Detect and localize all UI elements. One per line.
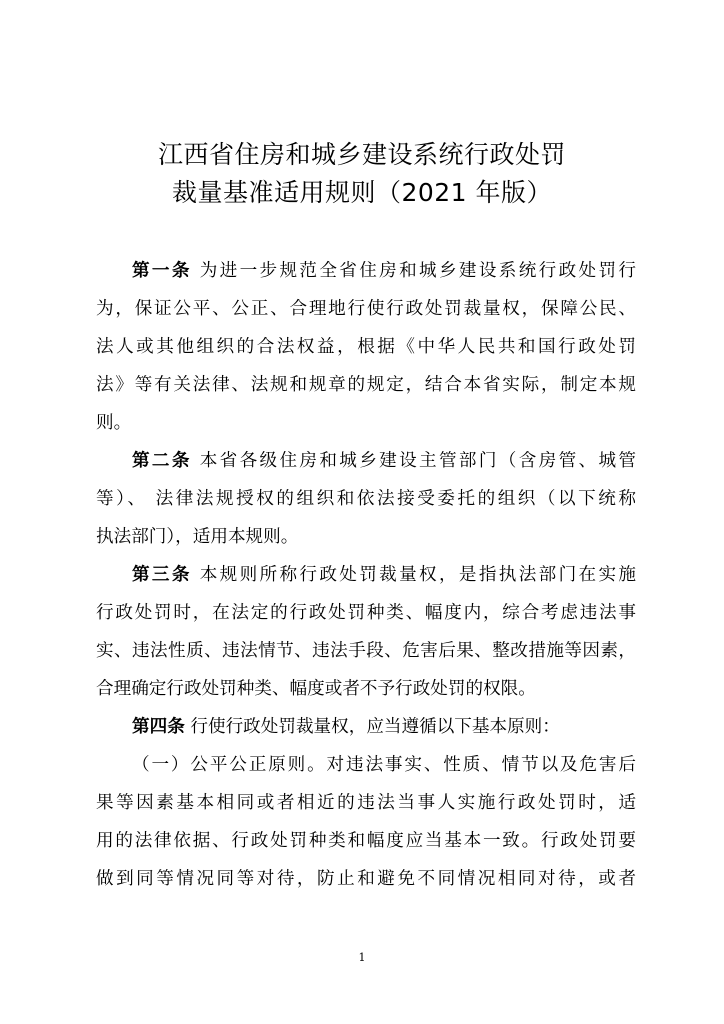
list-item-line: （一）公平公正原则。对违法事实、性质、情节以及危害后 [132, 755, 636, 775]
article-4-heading: 第四条 [132, 717, 185, 737]
paragraph-line: 执法部门），适用本规则。 [96, 527, 299, 547]
article-1-heading: 第一条 [132, 261, 192, 281]
paragraph-line: 等）、 法律法规授权的组织和依法接受委托的组织（以下统称 [96, 489, 636, 509]
article-3-heading: 第三条 [132, 565, 192, 585]
paragraph-line: 法》等有关法律、法规和规章的规定，结合本省实际，制定本规 [96, 375, 636, 395]
article-2-first-line [132, 449, 636, 473]
paragraph-line: 用的法律依据、行政处罚种类和幅度应当基本一致。行政处罚要 [96, 831, 636, 851]
paragraph-line: 为，保证公平、公正、合理地行使行政处罚裁量权，保障公民、 [96, 299, 636, 319]
paragraph-line: 做到同等情况同等对待，防止和避免不同情况相同对待，或者 [96, 869, 636, 889]
article-3-text: 本规则所称行政处罚裁量权，是指执法部门在实施 [191, 565, 636, 585]
article-4-text: 行使行政处罚裁量权，应当遵循以下基本原则： [184, 717, 560, 737]
paragraph-line: 行政处罚时，在法定的行政处罚种类、幅度内，综合考虑违法事 [96, 603, 636, 623]
article-2-heading: 第二条 [132, 451, 192, 471]
paragraph-line: 果等因素基本相同或者相近的违法当事人实施行政处罚时，适 [96, 793, 636, 813]
page-number: 1 [358, 951, 366, 964]
paragraph-line: 实、违法性质、违法情节、违法手段、危害后果、整改措施等因素， [96, 641, 636, 661]
article-3-first-line [132, 563, 636, 587]
article-1-text: 为进一步规范全省住房和城乡建设系统行政处罚行 [191, 261, 636, 281]
article-2-text: 本省各级住房和城乡建设主管部门（含房管、城管 [191, 451, 636, 471]
article-1-first-line [132, 259, 636, 283]
paragraph-line: 法人或其他组织的合法权益，根据《中华人民共和国行政处罚 [96, 337, 636, 357]
paragraph-line: 则。 [96, 413, 132, 433]
paragraph-line: 合理确定行政处罚种类、幅度或者不予行政处罚的权限。 [96, 679, 536, 699]
article-4-first-line [132, 715, 636, 739]
document-title-line-1: 江西省住房和城乡建设系统行政处罚 [157, 140, 566, 169]
document-title-line-2: 裁量基准适用规则（2021 年版） [171, 178, 553, 207]
